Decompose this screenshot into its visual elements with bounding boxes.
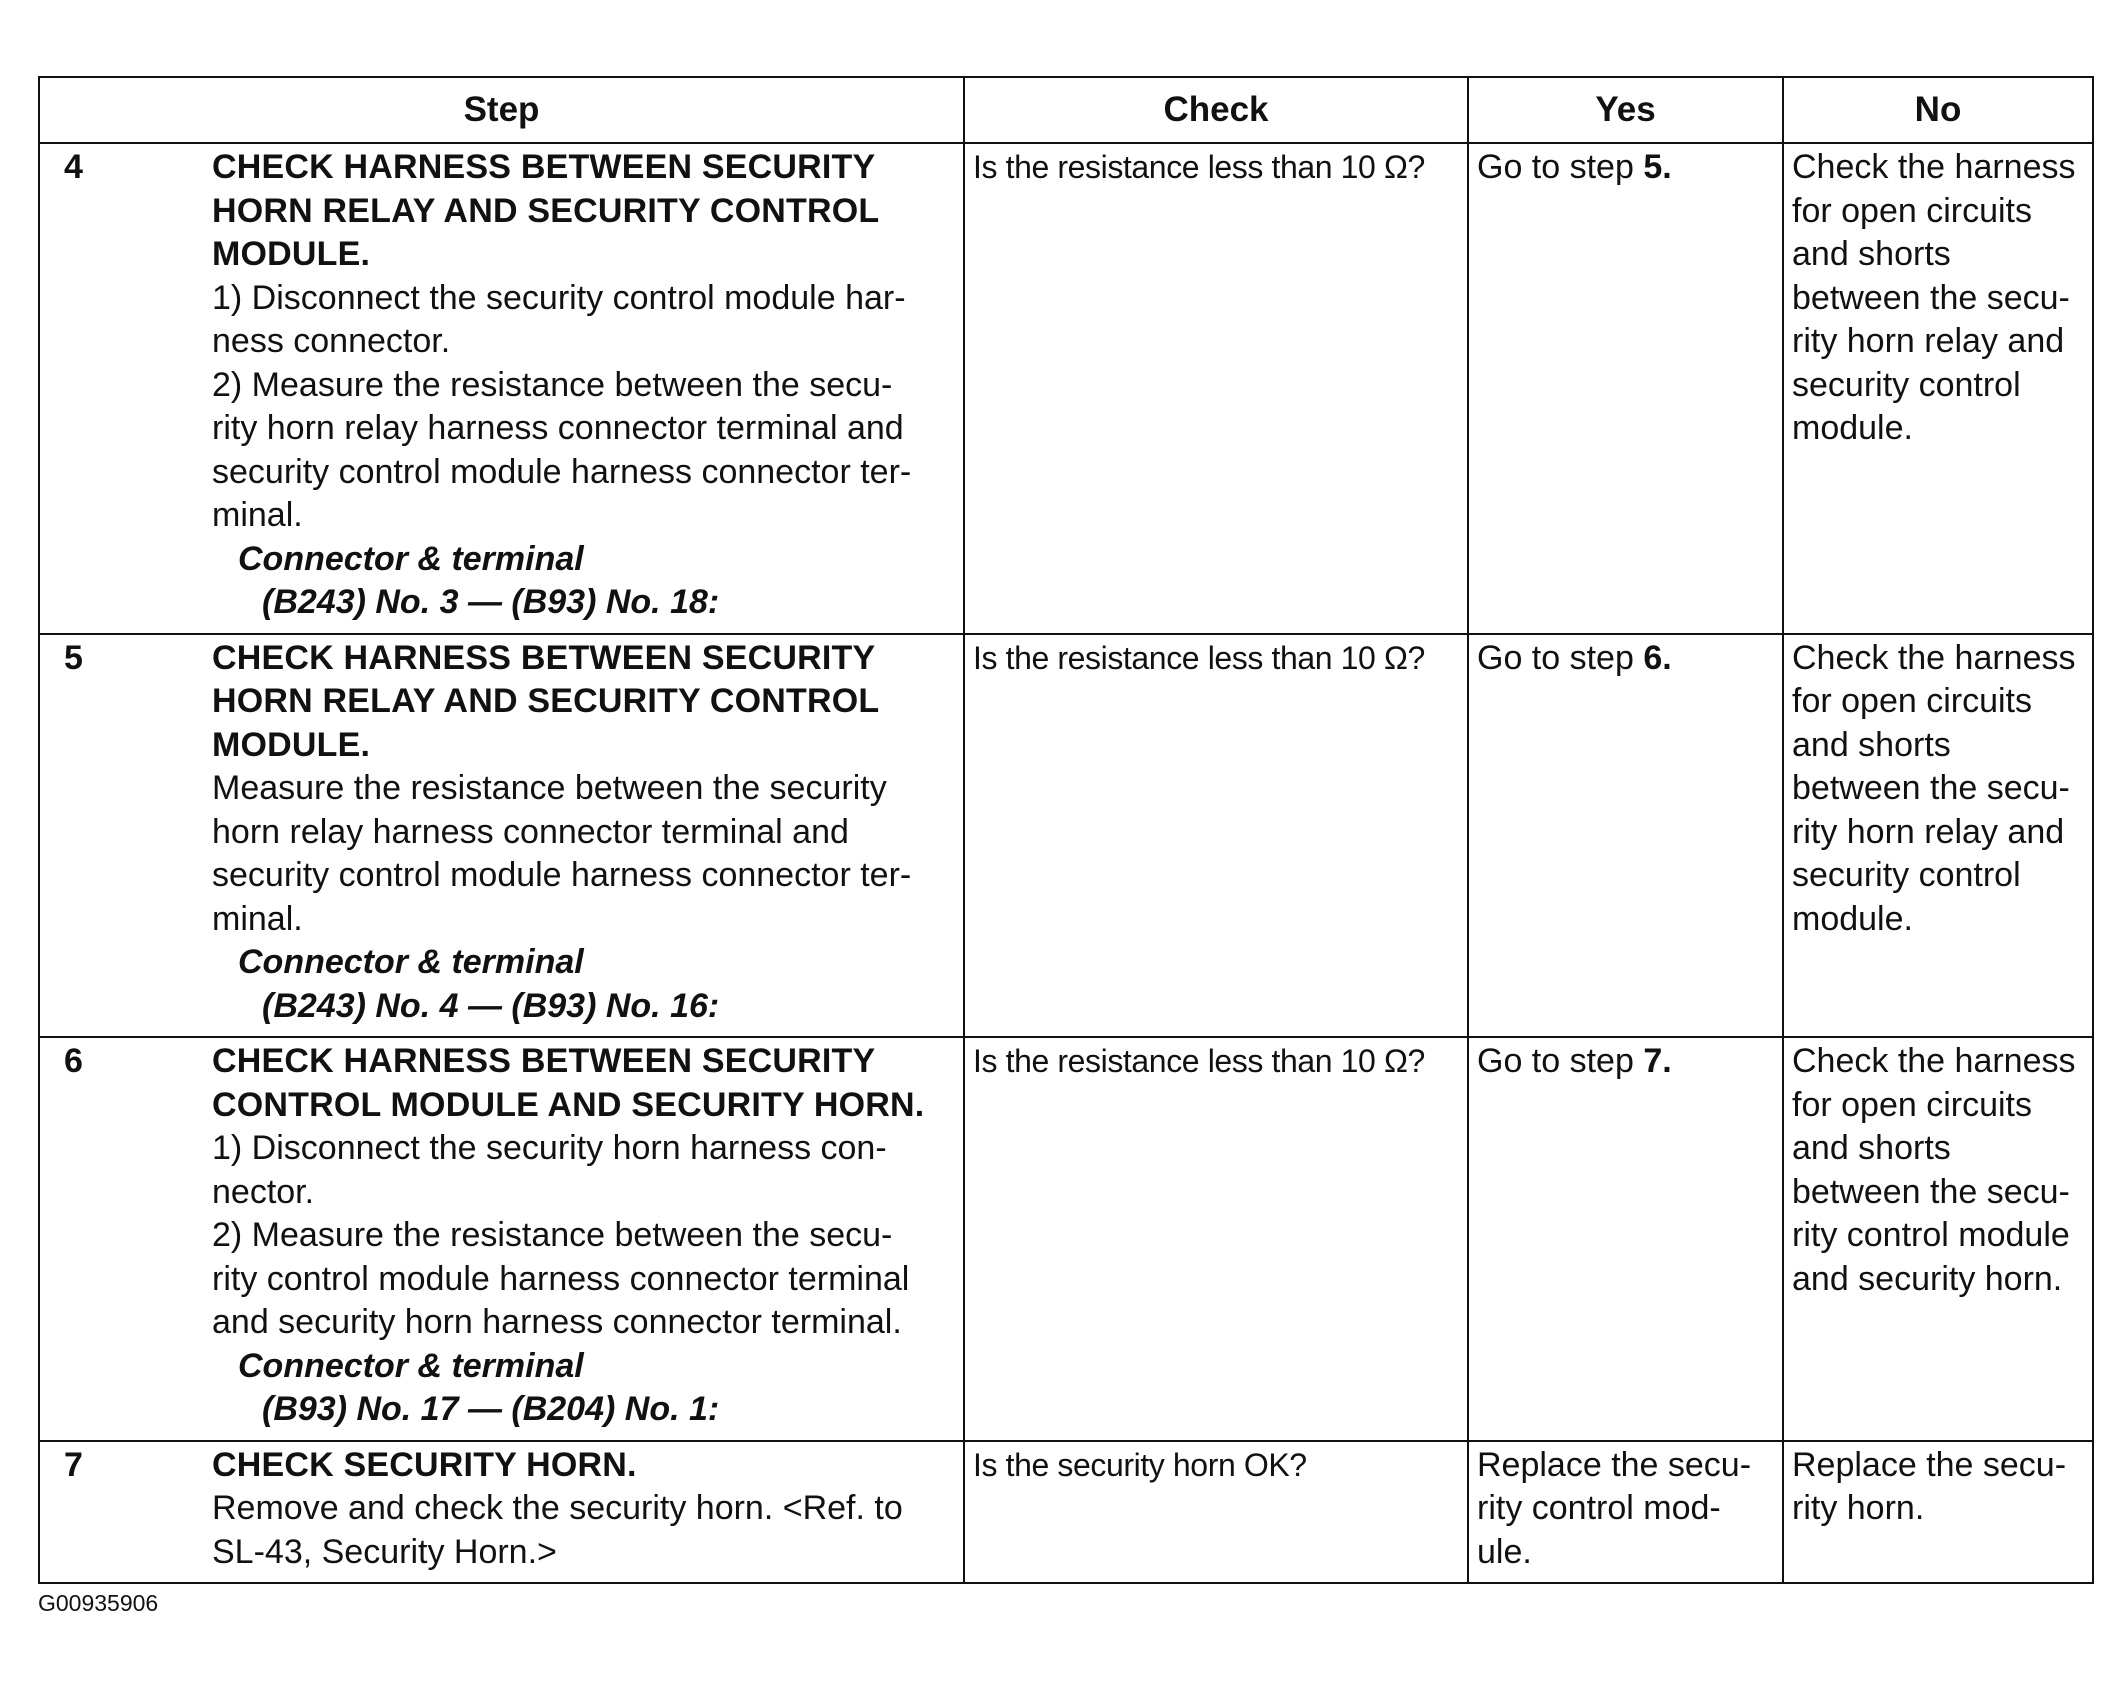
yes-cell (1468, 634, 1783, 1038)
yes-step-ref: 6. (1643, 638, 1672, 677)
yes-text: rity control mod- (1477, 1489, 1721, 1527)
check-question: Is the resistance less than 10 Ω? (973, 149, 1425, 185)
step-text: security control module harness connector ter- (212, 452, 912, 491)
step-number: 7 (64, 1445, 83, 1484)
step-text: SL-43, Security Horn.> (212, 1532, 557, 1571)
step-text: rity control module harness connector terminal (212, 1259, 910, 1298)
step-title: MODULE. (212, 235, 371, 273)
connector-label: Connector & terminal (238, 943, 584, 981)
no-text: between the secu- (1792, 1172, 2070, 1211)
check-cell (964, 1037, 1468, 1441)
no-text: and shorts (1792, 235, 1951, 273)
step-text: nector. (212, 1172, 315, 1211)
check-question: Is the security horn OK? (973, 1446, 1307, 1483)
step-text: horn relay harness connector terminal and (212, 812, 849, 851)
step-text: security control module harness connector ter- (212, 856, 912, 894)
no-text: rity horn relay and (1792, 812, 2065, 851)
no-text: Replace the secu- (1792, 1445, 2067, 1484)
step-title: CHECK SECURITY HORN. (212, 1445, 637, 1484)
check-question: Is the resistance less than 10 Ω? (973, 1043, 1425, 1079)
no-text: for open circuits (1792, 191, 2032, 230)
no-text: Check the harness (1792, 1042, 2076, 1080)
no-cell (1783, 143, 2093, 634)
yes-prefix: Go to step (1477, 1042, 1644, 1080)
step-text: Remove and check the security horn. <Ref. to (212, 1489, 903, 1527)
header-row (39, 77, 2093, 143)
no-cell (1783, 1037, 2093, 1441)
no-text: between the secu- (1792, 769, 2070, 807)
step-text: Measure the resistance between the security (212, 769, 887, 807)
no-text: for open circuits (1792, 1085, 2032, 1124)
yes-prefix: Go to step (1477, 638, 1644, 677)
yes-step-ref: 5. (1643, 148, 1672, 186)
connector-label: Connector & terminal (238, 539, 584, 578)
header-step: Step (39, 77, 964, 143)
no-text: and shorts (1792, 725, 1951, 764)
step-text: ness connector. (212, 322, 451, 360)
no-text: rity horn. (1792, 1489, 1925, 1527)
check-cell (964, 634, 1468, 1038)
yes-prefix: Go to step (1477, 148, 1644, 186)
step-title: HORN RELAY AND SECURITY CONTROL (212, 191, 880, 230)
check-question: Is the resistance less than 10 Ω? (973, 639, 1425, 676)
no-text: and security horn. (1792, 1259, 2063, 1298)
table-row (39, 1037, 2093, 1441)
step-text: 1) Disconnect the security control module har- (212, 278, 906, 317)
step-text: 2) Measure the resistance between the secu- (212, 365, 893, 404)
check-cell (964, 1441, 1468, 1584)
no-text: rity horn relay and (1792, 322, 2065, 360)
table-row (39, 1441, 2093, 1584)
yes-cell (1468, 1037, 1783, 1441)
step-number: 5 (64, 638, 83, 677)
header-yes: Yes (1468, 77, 1783, 143)
no-text: security control (1792, 365, 2021, 404)
connector-value: (B243) No. 3 — (B93) No. 18: (262, 583, 720, 621)
step-text: 2) Measure the resistance between the secu- (212, 1216, 893, 1254)
yes-text: ule. (1477, 1532, 1532, 1571)
yes-cell (1468, 143, 1783, 634)
step-title: CONTROL MODULE AND SECURITY HORN. (212, 1085, 925, 1124)
step-cell (39, 143, 964, 634)
figure-id: G00935906 (38, 1590, 159, 1616)
yes-step-ref: 7. (1643, 1042, 1672, 1080)
no-text: for open circuits (1792, 682, 2032, 720)
yes-cell (1468, 1441, 1783, 1584)
no-text: module. (1792, 409, 1913, 447)
diagnostic-table (38, 76, 2094, 1584)
header-check: Check (964, 77, 1468, 143)
step-cell (39, 1441, 964, 1584)
table-row (39, 143, 2093, 634)
header-no: No (1783, 77, 2093, 143)
table-row (39, 634, 2093, 1038)
step-title: HORN RELAY AND SECURITY CONTROL (212, 682, 880, 720)
step-title: CHECK HARNESS BETWEEN SECURITY (212, 638, 876, 677)
check-cell (964, 143, 1468, 634)
step-number: 4 (64, 148, 83, 186)
step-title: MODULE. (212, 725, 371, 764)
step-text: minal. (212, 496, 303, 534)
connector-label: Connector & terminal (238, 1346, 584, 1385)
step-cell (39, 1037, 964, 1441)
no-text: Check the harness (1792, 638, 2076, 677)
no-cell (1783, 634, 2093, 1038)
step-text: rity horn relay harness connector terminal and (212, 409, 904, 447)
no-text: Check the harness (1792, 148, 2076, 186)
step-number: 6 (64, 1042, 83, 1080)
connector-value: (B243) No. 4 — (B93) No. 16: (262, 986, 720, 1025)
step-title: CHECK HARNESS BETWEEN SECURITY (212, 148, 876, 186)
yes-text: Replace the secu- (1477, 1445, 1752, 1484)
step-text: minal. (212, 899, 303, 938)
connector-value: (B93) No. 17 — (B204) No. 1: (262, 1390, 720, 1428)
step-title: CHECK HARNESS BETWEEN SECURITY (212, 1042, 876, 1080)
step-text: 1) Disconnect the security horn harness con- (212, 1129, 887, 1167)
step-cell (39, 634, 964, 1038)
no-text: module. (1792, 899, 1913, 938)
no-cell (1783, 1441, 2093, 1584)
no-text: security control (1792, 856, 2021, 894)
no-text: rity control module (1792, 1216, 2070, 1254)
step-text: and security horn harness connector terminal. (212, 1303, 902, 1341)
no-text: between the secu- (1792, 278, 2070, 317)
no-text: and shorts (1792, 1129, 1951, 1167)
